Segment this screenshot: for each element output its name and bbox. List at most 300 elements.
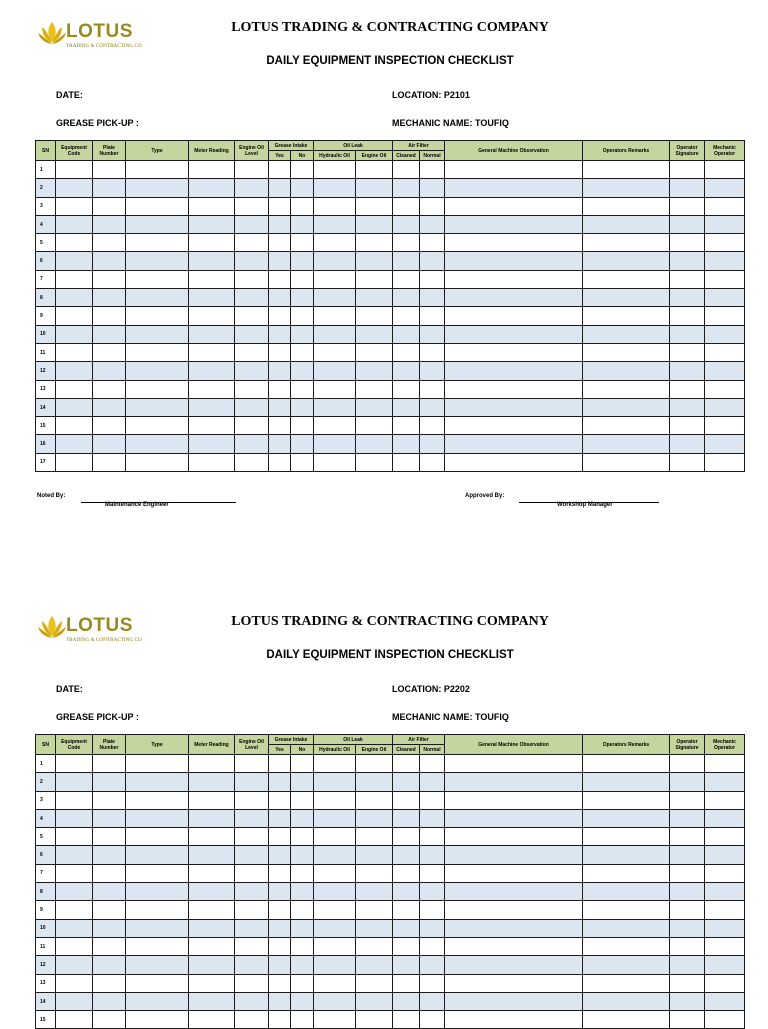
row-number: 10: [36, 919, 56, 937]
table-cell: [235, 343, 269, 361]
table-cell: [670, 883, 705, 901]
table-cell: [93, 215, 126, 233]
table-cell: [705, 234, 745, 252]
table-cell: [126, 179, 189, 197]
table-cell: [314, 828, 356, 846]
table-cell: [445, 956, 583, 974]
table-cell: [670, 325, 705, 343]
location-field: LOCATION: P2101: [392, 90, 470, 100]
table-cell: [670, 828, 705, 846]
table-cell: [291, 901, 314, 919]
table-cell: [235, 362, 269, 380]
table-cell: [126, 234, 189, 252]
table-row: [36, 398, 745, 416]
row-number: 4: [36, 215, 56, 233]
table-cell: [393, 937, 420, 955]
table-cell: [393, 161, 420, 179]
table-cell: [356, 307, 393, 325]
table-cell: [291, 846, 314, 864]
table-cell: [235, 179, 269, 197]
table-cell: [356, 234, 393, 252]
row-number: 3: [36, 197, 56, 215]
table-cell: [356, 270, 393, 288]
table-cell: [126, 343, 189, 361]
table-row: [36, 234, 745, 252]
table-cell: [445, 755, 583, 773]
table-cell: [269, 846, 291, 864]
table-row: [36, 215, 745, 233]
table-cell: [235, 992, 269, 1010]
table-cell: [420, 252, 445, 270]
table-cell: [56, 809, 93, 827]
table-cell: [189, 864, 235, 882]
table-cell: [235, 755, 269, 773]
table-cell: [670, 289, 705, 307]
logo-subtitle: TRADING & CONTRACTING CO: [66, 43, 142, 49]
table-row: [36, 1011, 745, 1029]
table-cell: [420, 325, 445, 343]
date-field: DATE:: [56, 684, 83, 694]
table-cell: [93, 809, 126, 827]
table-cell: [705, 362, 745, 380]
table-cell: [291, 828, 314, 846]
table-cell: [445, 435, 583, 453]
company-name: LOTUS TRADING & CONTRACTING COMPANY: [231, 614, 549, 629]
table-cell: [583, 919, 670, 937]
table-row: [36, 846, 745, 864]
table-cell: [56, 828, 93, 846]
table-cell: [93, 919, 126, 937]
table-cell: [269, 974, 291, 992]
table-cell: [126, 362, 189, 380]
table-cell: [235, 215, 269, 233]
table-cell: [314, 791, 356, 809]
table-cell: [356, 809, 393, 827]
table-cell: [356, 380, 393, 398]
table-cell: [126, 846, 189, 864]
table-cell: [393, 992, 420, 1010]
table-cell: [314, 846, 356, 864]
table-cell: [189, 215, 235, 233]
table-cell: [269, 343, 291, 361]
table-cell: [583, 864, 670, 882]
table-cell: [93, 234, 126, 252]
table-cell: [314, 398, 356, 416]
table-cell: [291, 362, 314, 380]
table-cell: [583, 435, 670, 453]
table-cell: [705, 1011, 745, 1029]
table-cell: [420, 755, 445, 773]
table-row: [36, 325, 745, 343]
noted-by-role: Maintenance Engineer: [105, 502, 169, 508]
table-cell: [291, 270, 314, 288]
table-cell: [445, 307, 583, 325]
table-cell: [189, 901, 235, 919]
table-cell: [93, 343, 126, 361]
row-number: 6: [36, 846, 56, 864]
table-cell: [93, 755, 126, 773]
table-cell: [189, 179, 235, 197]
table-cell: [420, 901, 445, 919]
table-cell: [126, 1011, 189, 1029]
table-cell: [56, 435, 93, 453]
table-cell: [235, 270, 269, 288]
table-cell: [235, 307, 269, 325]
table-cell: [93, 380, 126, 398]
table-cell: [56, 755, 93, 773]
table-cell: [445, 773, 583, 791]
table-cell: [420, 179, 445, 197]
table-row: [36, 809, 745, 827]
table-cell: [126, 380, 189, 398]
table-row: [36, 864, 745, 882]
table-cell: [670, 270, 705, 288]
approved-by-label: Approved By:: [465, 493, 505, 499]
table-cell: [393, 883, 420, 901]
row-number: 2: [36, 773, 56, 791]
table-cell: [314, 289, 356, 307]
table-cell: [583, 380, 670, 398]
table-cell: [445, 1011, 583, 1029]
table-cell: [56, 270, 93, 288]
table-cell: [420, 270, 445, 288]
table-cell: [291, 161, 314, 179]
table-cell: [291, 234, 314, 252]
table-cell: [583, 937, 670, 955]
col-grease-intake: Grease Intake: [269, 141, 314, 151]
table-cell: [126, 919, 189, 937]
table-cell: [269, 864, 291, 882]
table-cell: [93, 289, 126, 307]
col-operator-signature: Operator Signature: [670, 141, 705, 161]
table-cell: [705, 453, 745, 471]
table-cell: [670, 179, 705, 197]
col-plate-number: Plate Number: [93, 735, 126, 755]
table-cell: [356, 343, 393, 361]
table-cell: [420, 435, 445, 453]
table-cell: [420, 380, 445, 398]
table-cell: [269, 435, 291, 453]
table-cell: [356, 325, 393, 343]
row-number: 11: [36, 343, 56, 361]
table-cell: [269, 883, 291, 901]
table-cell: [705, 435, 745, 453]
table-cell: [670, 380, 705, 398]
table-cell: [670, 755, 705, 773]
table-row: [36, 307, 745, 325]
table-cell: [189, 809, 235, 827]
lotus-flower-icon: [37, 18, 67, 48]
table-cell: [269, 197, 291, 215]
table-cell: [93, 161, 126, 179]
table-cell: [445, 791, 583, 809]
table-cell: [126, 828, 189, 846]
table-row: [36, 197, 745, 215]
table-cell: [314, 343, 356, 361]
col-operators-remarks: Operators Remarks: [583, 141, 670, 161]
table-cell: [93, 992, 126, 1010]
table-cell: [93, 1011, 126, 1029]
row-number: 8: [36, 883, 56, 901]
row-number: 11: [36, 937, 56, 955]
table-cell: [126, 161, 189, 179]
table-cell: [445, 828, 583, 846]
table-cell: [356, 197, 393, 215]
table-cell: [189, 289, 235, 307]
table-cell: [56, 453, 93, 471]
table-cell: [393, 380, 420, 398]
table-row: [36, 343, 745, 361]
row-number: 9: [36, 307, 56, 325]
table-cell: [126, 197, 189, 215]
col-air-filter: Air Filter: [393, 141, 445, 151]
table-cell: [356, 398, 393, 416]
table-cell: [269, 252, 291, 270]
table-cell: [56, 937, 93, 955]
row-number: 15: [36, 417, 56, 435]
table-cell: [445, 252, 583, 270]
table-cell: [189, 343, 235, 361]
table-cell: [93, 846, 126, 864]
table-cell: [56, 380, 93, 398]
table-cell: [269, 791, 291, 809]
table-row: [36, 773, 745, 791]
col-sn: SN: [36, 735, 56, 755]
row-number: 17: [36, 453, 56, 471]
table-cell: [583, 307, 670, 325]
table-cell: [583, 325, 670, 343]
table-cell: [670, 307, 705, 325]
table-cell: [420, 1011, 445, 1029]
table-cell: [583, 179, 670, 197]
table-row: [36, 380, 745, 398]
table-cell: [126, 883, 189, 901]
table-cell: [291, 398, 314, 416]
table-cell: [420, 883, 445, 901]
table-cell: [269, 755, 291, 773]
table-cell: [189, 1011, 235, 1029]
table-cell: [291, 919, 314, 937]
col-mechanic-operator: Mechanic Operator: [705, 141, 745, 161]
col-meter-reading: Meter Reading: [189, 735, 235, 755]
table-cell: [126, 791, 189, 809]
table-cell: [56, 864, 93, 882]
table-cell: [269, 1011, 291, 1029]
table-cell: [420, 956, 445, 974]
table-cell: [93, 307, 126, 325]
table-cell: [269, 362, 291, 380]
table-cell: [314, 325, 356, 343]
col-operators-remarks: Operators Remarks: [583, 735, 670, 755]
table-cell: [189, 325, 235, 343]
col-sn: SN: [36, 141, 56, 161]
mechanic-name-field: MECHANIC NAME: TOUFIQ: [392, 118, 509, 128]
table-cell: [705, 937, 745, 955]
table-cell: [314, 252, 356, 270]
table-row: [36, 161, 745, 179]
document-title: DAILY EQUIPMENT INSPECTION CHECKLIST: [266, 649, 514, 661]
table-cell: [235, 828, 269, 846]
row-number: 14: [36, 992, 56, 1010]
table-row: [36, 417, 745, 435]
col-meter-reading: Meter Reading: [189, 141, 235, 161]
table-cell: [93, 974, 126, 992]
table-cell: [126, 773, 189, 791]
table-cell: [269, 937, 291, 955]
row-number: 10: [36, 325, 56, 343]
col-grease-yes: Yes: [269, 151, 291, 161]
table-cell: [235, 380, 269, 398]
table-cell: [445, 161, 583, 179]
table-row: [36, 828, 745, 846]
table-cell: [93, 864, 126, 882]
table-cell: [356, 179, 393, 197]
table-cell: [189, 307, 235, 325]
row-number: 13: [36, 974, 56, 992]
row-number: 8: [36, 289, 56, 307]
table-cell: [291, 307, 314, 325]
table-cell: [670, 974, 705, 992]
table-cell: [314, 234, 356, 252]
row-number: 5: [36, 828, 56, 846]
table-cell: [235, 1011, 269, 1029]
table-cell: [356, 161, 393, 179]
table-cell: [235, 417, 269, 435]
table-cell: [189, 380, 235, 398]
table-cell: [189, 453, 235, 471]
table-cell: [705, 270, 745, 288]
col-type: Type: [126, 735, 189, 755]
table-cell: [126, 435, 189, 453]
table-cell: [705, 956, 745, 974]
table-cell: [445, 809, 583, 827]
table-cell: [705, 992, 745, 1010]
table-cell: [393, 289, 420, 307]
table-cell: [235, 864, 269, 882]
table-cell: [670, 398, 705, 416]
table-cell: [705, 289, 745, 307]
table-cell: [670, 791, 705, 809]
table-cell: [583, 398, 670, 416]
table-cell: [56, 161, 93, 179]
col-plate-number: Plate Number: [93, 141, 126, 161]
document-title: DAILY EQUIPMENT INSPECTION CHECKLIST: [266, 55, 514, 67]
table-cell: [56, 791, 93, 809]
table-cell: [93, 791, 126, 809]
table-cell: [393, 919, 420, 937]
table-cell: [235, 791, 269, 809]
row-number: 14: [36, 398, 56, 416]
table-cell: [189, 992, 235, 1010]
table-cell: [393, 179, 420, 197]
logo-name: LOTUS: [66, 21, 133, 42]
row-number: 4: [36, 809, 56, 827]
noted-by-label: Noted By:: [37, 493, 66, 499]
table-cell: [393, 956, 420, 974]
table-cell: [126, 956, 189, 974]
table-row: [36, 755, 745, 773]
table-cell: [291, 956, 314, 974]
table-cell: [670, 992, 705, 1010]
table-cell: [356, 1011, 393, 1029]
table-cell: [235, 453, 269, 471]
table-cell: [393, 828, 420, 846]
table-cell: [393, 398, 420, 416]
table-cell: [235, 974, 269, 992]
row-number: 1: [36, 161, 56, 179]
table-cell: [235, 161, 269, 179]
table-row: [36, 435, 745, 453]
col-engine-oil: Engine Oil: [356, 745, 393, 755]
table-cell: [393, 901, 420, 919]
table-cell: [56, 307, 93, 325]
table-cell: [235, 937, 269, 955]
table-cell: [705, 325, 745, 343]
table-cell: [583, 1011, 670, 1029]
table-cell: [126, 974, 189, 992]
table-cell: [56, 398, 93, 416]
table-cell: [235, 234, 269, 252]
table-cell: [269, 270, 291, 288]
inspection-table: [35, 140, 745, 472]
table-cell: [356, 864, 393, 882]
table-cell: [670, 417, 705, 435]
table-cell: [126, 992, 189, 1010]
table-cell: [314, 937, 356, 955]
table-cell: [420, 974, 445, 992]
table-cell: [291, 883, 314, 901]
table-cell: [93, 179, 126, 197]
table-cell: [314, 883, 356, 901]
table-cell: [705, 883, 745, 901]
table-cell: [583, 215, 670, 233]
table-cell: [269, 398, 291, 416]
table-cell: [291, 1011, 314, 1029]
date-field: DATE:: [56, 90, 83, 100]
table-cell: [189, 435, 235, 453]
table-cell: [314, 1011, 356, 1029]
col-oil-leak: Oil Leak: [314, 141, 393, 151]
table-cell: [393, 453, 420, 471]
table-cell: [705, 343, 745, 361]
table-cell: [356, 956, 393, 974]
table-cell: [56, 234, 93, 252]
col-oil-leak: Oil Leak: [314, 735, 393, 745]
col-engine-oil-level: Engine Oil Level: [235, 735, 269, 755]
col-operator-signature: Operator Signature: [670, 735, 705, 755]
table-cell: [235, 252, 269, 270]
table-cell: [93, 270, 126, 288]
table-cell: [93, 773, 126, 791]
table-cell: [420, 846, 445, 864]
table-cell: [314, 362, 356, 380]
table-cell: [235, 289, 269, 307]
row-number: 7: [36, 270, 56, 288]
table-cell: [56, 883, 93, 901]
table-cell: [269, 919, 291, 937]
table-cell: [269, 901, 291, 919]
table-cell: [583, 974, 670, 992]
table-cell: [705, 864, 745, 882]
table-cell: [670, 435, 705, 453]
row-number: 9: [36, 901, 56, 919]
table-cell: [705, 755, 745, 773]
table-cell: [583, 809, 670, 827]
table-cell: [670, 937, 705, 955]
table-cell: [56, 252, 93, 270]
table-cell: [420, 398, 445, 416]
lotus-logo: [37, 18, 142, 52]
